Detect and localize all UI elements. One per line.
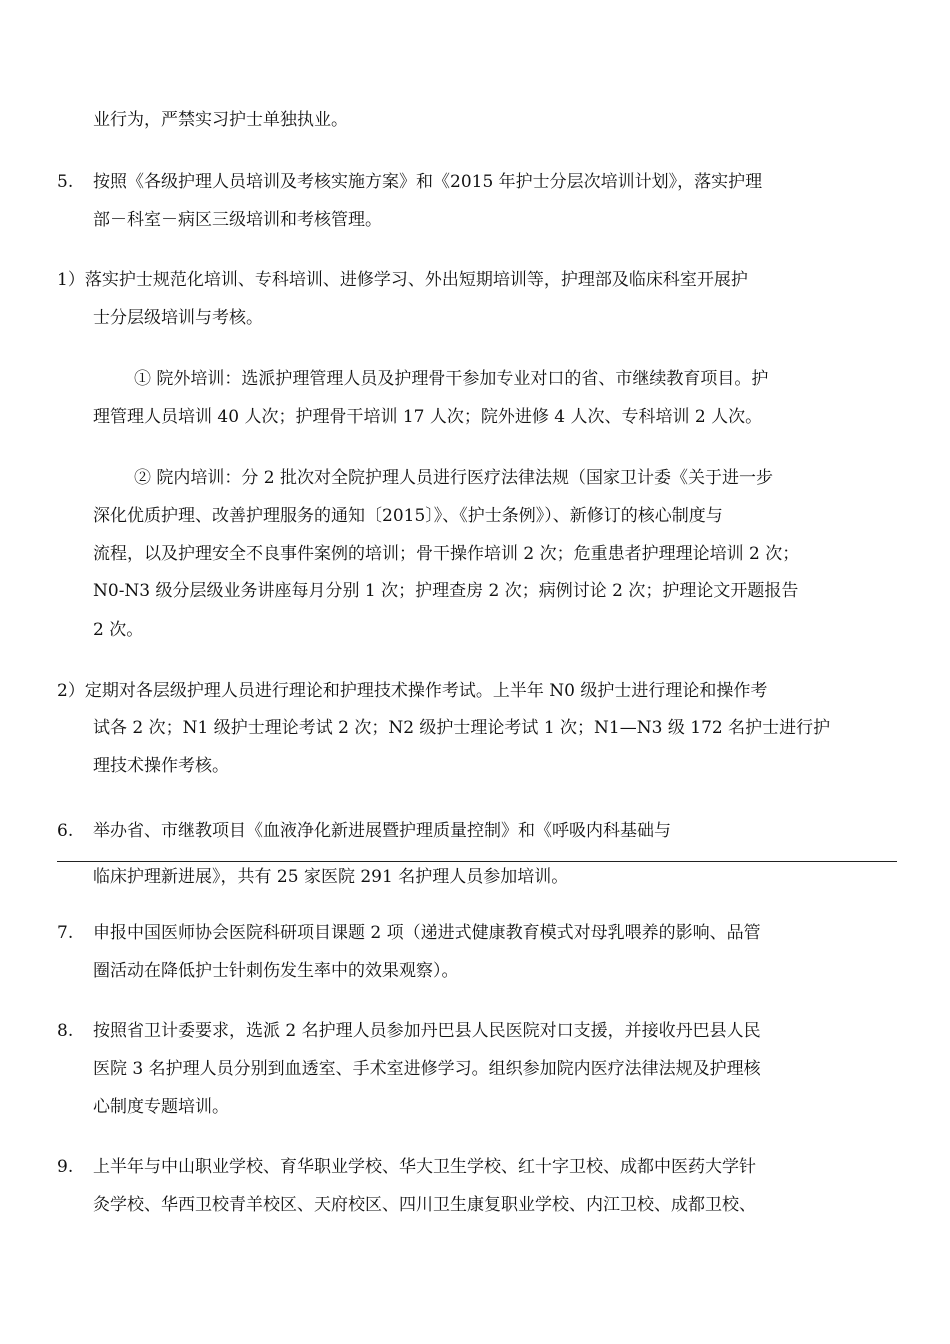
item-number-9: 9. — [57, 1157, 74, 1177]
item-number-6: 6. — [57, 821, 74, 841]
item-8-line-2: 医院 3 名护理人员分别到血透室、手术室进修学习。组织参加院内医疗法律法规及护理核 — [93, 1059, 761, 1079]
subitem-1-line-2: 士分层级培训与考核。 — [93, 308, 263, 328]
internal-training-line-3: 流程，以及护理安全不良事件案例的培训；骨干操作培训 2 次；危重患者护理理论培训 2 次； — [93, 544, 800, 564]
item-8-line-1: 按照省卫计委要求，选派 2 名护理人员参加丹巴县人民医院对口支援，并接收丹巴县人民 — [93, 1021, 761, 1041]
item-6-line-1: 举办省、市继教项目《血液净化新进展暨护理质量控制》和《呼吸内科基础与 — [93, 821, 671, 841]
item-number-7: 7. — [57, 923, 74, 943]
item-9-line-2: 灸学校、华西卫校青羊校区、天府校区、四川卫生康复职业学校、内江卫校、成都卫校、 — [93, 1195, 756, 1215]
internal-training-line-1: ② 院内培训：分 2 批次对全院护理人员进行医疗法律法规（国家卫计委《关于进一步 — [134, 468, 774, 488]
subitem-1-line-1: 1）落实护士规范化培训、专科培训、进修学习、外出短期培训等，护理部及临床科室开展护 — [57, 270, 748, 290]
item-number-8: 8. — [57, 1021, 74, 1041]
item-9-line-1: 上半年与中山职业学校、育华职业学校、华大卫生学校、红十字卫校、成都中医药大学针 — [93, 1157, 756, 1177]
subitem-2-line-3: 理技术操作考核。 — [93, 756, 229, 776]
external-training-line-1: ① 院外培训：选派护理管理人员及护理骨干参加专业对口的省、市继续教育项目。护 — [134, 369, 769, 389]
item-5-line-1: 按照《各级护理人员培训及考核实施方案》和《2015 年护士分层次培训计划》，落实护理 — [93, 172, 763, 192]
item-7-line-2: 圈活动在降低护士针刺伤发生率中的效果观察）。 — [93, 961, 459, 981]
item-number-5: 5. — [57, 172, 74, 192]
item-8-line-3: 心制度专题培训。 — [93, 1097, 229, 1117]
internal-training-line-4: N0-N3 级分层级业务讲座每月分别 1 次；护理查房 2 次；病例讨论 2 次；护理论文开题报告 — [93, 581, 799, 601]
item-7-line-1: 申报中国医师协会医院科研项目课题 2 项（递进式健康教育模式对母乳喂养的影响、品管 — [93, 923, 761, 943]
item-6-line-2: 临床护理新进展》，共有 25 家医院 291 名护理人员参加培训。 — [93, 867, 569, 887]
horizontal-divider — [57, 861, 897, 862]
subitem-2-line-1: 2）定期对各层级护理人员进行理论和护理技术操作考试。上半年 N0 级护士进行理论和操作考 — [57, 681, 768, 701]
external-training-line-2: 理管理人员培训 40 人次；护理骨干培训 17 人次；院外进修 4 人次、专科培训 2 人次。 — [93, 407, 763, 427]
internal-training-line-5: 2 次。 — [93, 620, 144, 640]
internal-training-line-2: 深化优质护理、改善护理服务的通知〔2015〕》、《护士条例》）、新修订的核心制度与 — [93, 506, 723, 526]
continuation-text: 业行为，严禁实习护士单独执业。 — [93, 110, 348, 130]
item-5-line-2: 部－科室－病区三级培训和考核管理。 — [93, 210, 382, 230]
subitem-2-line-2: 试各 2 次；N1 级护士理论考试 2 次；N2 级护士理论考试 1 次；N1—N3 级 172 名护士进行护 — [93, 718, 831, 738]
